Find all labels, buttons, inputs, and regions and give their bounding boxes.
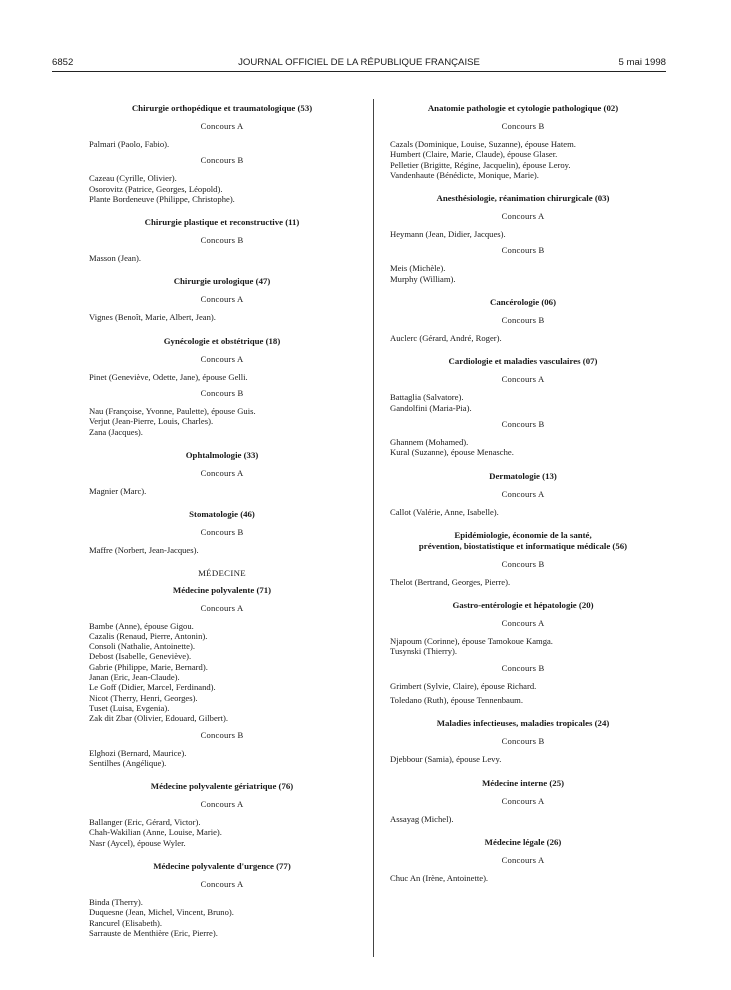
name-list — [390, 577, 656, 587]
list-item: Meis (Michèle). — [390, 263, 446, 274]
list-item: Ballanger (Eric, Gérard, Victor). — [89, 817, 201, 828]
list-item: Nasr (Aycel), épouse Wyler. — [89, 837, 186, 848]
list-item: Cazals (Dominique, Louise, Suzanne), épouse Hatem. — [390, 139, 576, 149]
concours-label: Concours B — [501, 662, 545, 673]
name-list — [89, 173, 355, 204]
list-item: Sarrauste de Menthière (Eric, Pierre). — [89, 927, 218, 938]
concours-label: Concours B — [200, 729, 244, 740]
page-header — [52, 57, 666, 71]
name-list — [390, 139, 656, 180]
section-heading: Médecine légale (26) — [484, 836, 562, 847]
section-heading: Médecine polyvalente (71) — [172, 584, 272, 595]
name-list — [390, 229, 656, 239]
list-item: Ghannem (Mohamed). — [390, 436, 469, 447]
name-list — [390, 507, 656, 517]
concours-label: Concours A — [501, 618, 545, 629]
right-column — [390, 98, 656, 887]
list-item: Pelletier (Brigitte, Régine, Jacquelin), épouse Leroy. — [390, 159, 571, 170]
list-item: Maffre (Norbert, Jean-Jacques). — [89, 545, 199, 556]
name-list — [390, 437, 656, 458]
list-item: Nicot (Therry, Henri, Georges). — [89, 692, 198, 703]
name-list — [390, 814, 656, 824]
list-item: Tusynski (Thierry). — [390, 646, 457, 657]
list-item: Chah-Wakilian (Anne, Louise, Marie). — [89, 827, 222, 838]
concours-label: Concours B — [200, 155, 244, 166]
list-item: Djebbour (Samia), épouse Levy. — [390, 754, 502, 765]
concours-label: Concours A — [200, 294, 244, 305]
list-item: Pinet (Geneviève, Odette, Jane), épouse Gelli. — [89, 371, 248, 382]
name-list — [89, 897, 355, 938]
concours-label: Concours A — [501, 854, 545, 865]
list-item: Sentilhes (Angélique). — [89, 757, 167, 768]
concours-label: Concours A — [200, 121, 244, 131]
list-item: Callot (Valérie, Anne, Isabelle). — [390, 506, 499, 517]
name-list — [89, 253, 355, 263]
part-heading: MÉDECINE — [198, 567, 246, 578]
list-item: Zana (Jacques). — [89, 426, 143, 437]
list-item: Binda (Therry). — [89, 897, 143, 908]
list-item: Murphy (William). — [390, 273, 456, 284]
page-number: 6852 — [52, 57, 74, 68]
name-list — [390, 392, 656, 413]
section-heading: Médecine polyvalente gériatrique (76) — [150, 781, 294, 792]
list-item: Magnier (Marc). — [89, 485, 147, 496]
list-item: Zak dit Zbar (Olivier, Edouard, Gilbert). — [89, 713, 229, 724]
name-list — [89, 372, 355, 382]
name-list — [390, 754, 656, 764]
left-column — [89, 98, 355, 942]
concours-label: Concours A — [200, 799, 244, 810]
concours-label: Concours B — [200, 527, 244, 538]
concours-label: Concours B — [200, 388, 244, 399]
list-item: Chuc An (Irène, Antoinette). — [390, 872, 489, 883]
list-item: Elghozi (Bernard, Maurice). — [89, 747, 187, 758]
section-heading: Cancérologie (06) — [489, 297, 557, 308]
concours-label: Concours A — [200, 353, 244, 364]
section-heading: Anesthésiologie, réanimation chirurgicale (03) — [436, 193, 610, 204]
list-item: Battaglia (Salvatore). — [390, 392, 464, 403]
section-heading-line: prévention, biostatistique et informatique médicale (56) — [418, 540, 628, 551]
section-heading: Cardiologie et maladies vasculaires (07) — [448, 356, 598, 367]
concours-label: Concours B — [501, 736, 545, 747]
name-list — [390, 333, 656, 343]
list-item: Tuset (Luisa, Evgenia). — [89, 702, 170, 713]
section-heading: Chirurgie plastique et reconstructive (11) — [144, 217, 300, 228]
section-heading: Chirurgie urologique (47) — [173, 276, 271, 287]
section-heading: Gastro-entérologie et hépatologie (20) — [452, 600, 594, 611]
list-item: Verjut (Jean-Pierre, Louis, Charles). — [89, 416, 214, 427]
section-heading: Dermatologie (13) — [489, 470, 557, 481]
list-item: Plante Bordeneuve (Philippe, Christophe). — [89, 193, 235, 204]
concours-label: Concours B — [501, 315, 545, 326]
list-item: Bambe (Anne), épouse Gigou. — [89, 620, 194, 631]
list-item: Vignes (Benoît, Marie, Albert, Jean). — [89, 312, 216, 323]
list-item: Gandolfini (Maria-Pia). — [390, 402, 472, 413]
name-list — [89, 545, 355, 555]
list-item: Nau (Françoise, Yvonne, Paulette), épouse Guis. — [89, 406, 256, 417]
list-item: Rancurel (Elisabeth). — [89, 917, 163, 928]
concours-label: Concours B — [501, 121, 545, 131]
concours-label: Concours B — [501, 245, 545, 256]
list-item: Thelot (Bertrand, Georges, Pierre). — [390, 576, 511, 587]
list-item: Duquesne (Jean, Michel, Vincent, Bruno). — [89, 907, 234, 918]
list-item: Kural (Suzanne), épouse Menasche. — [390, 447, 514, 458]
list-item: Grimbert (Sylvie, Claire), épouse Richard. — [390, 680, 537, 691]
name-list — [89, 312, 355, 322]
concours-label: Concours A — [501, 795, 545, 806]
concours-label: Concours A — [501, 374, 545, 385]
section-heading — [390, 530, 656, 552]
list-item: Osorovitz (Patrice, Georges, Léopold). — [89, 183, 223, 194]
journal-title: JOURNAL OFFICIEL DE LA RÉPUBLIQUE FRANÇAISE — [238, 57, 480, 68]
name-list — [89, 406, 355, 437]
name-list — [390, 636, 656, 657]
list-item: Masson (Jean). — [89, 253, 142, 264]
section-heading: Chirurgie orthopédique et traumatologique (53) — [131, 103, 313, 113]
name-list — [89, 139, 355, 149]
section-heading: Médecine interne (25) — [481, 777, 565, 788]
list-item: Njapoum (Corinne), épouse Tamokoue Kamga. — [390, 636, 553, 647]
section-heading: Maladies infectieuses, maladies tropicales (24) — [436, 718, 610, 729]
list-item: Auclerc (Gérard, André, Roger). — [390, 333, 502, 344]
concours-label: Concours A — [200, 467, 244, 478]
list-item: Gabrie (Philippe, Marie, Bernard). — [89, 661, 208, 672]
concours-label: Concours A — [200, 602, 244, 613]
publication-date: 5 mai 1998 — [618, 57, 666, 68]
section-heading: Anatomie pathologie et cytologie pathologique (02) — [427, 103, 619, 113]
name-list — [89, 486, 355, 496]
concours-label: Concours A — [200, 879, 244, 890]
name-list — [390, 873, 656, 883]
name-list — [89, 621, 355, 724]
list-item: Cazalis (Renaud, Pierre, Antonin). — [89, 630, 208, 641]
section-heading: Médecine polyvalente d'urgence (77) — [153, 861, 291, 872]
concours-label: Concours B — [501, 418, 545, 429]
concours-label: Concours B — [200, 235, 244, 246]
list-item: Consoli (Nathalie, Antoinette). — [89, 641, 195, 652]
name-list — [89, 817, 355, 848]
list-item: Vandenhaute (Bénédicte, Monique, Marie). — [390, 169, 539, 180]
section-heading: Ophtalmologie (33) — [185, 449, 259, 460]
list-item: Humbert (Claire, Marie, Claude), épouse Glaser. — [390, 149, 558, 160]
concours-label: Concours A — [501, 211, 545, 222]
list-item: Toledano (Ruth), épouse Tennenbaum. — [390, 695, 524, 706]
list-item: Janan (Eric, Jean-Claude). — [89, 672, 180, 683]
name-list — [390, 695, 656, 705]
list-item: Heymann (Jean, Didier, Jacques). — [390, 229, 506, 240]
list-item: Assayag (Michel). — [390, 813, 454, 824]
name-list — [390, 681, 656, 691]
section-heading: Stomatologie (46) — [189, 509, 255, 520]
name-list — [390, 263, 656, 284]
list-item: Debost (Isabelle, Geneviève). — [89, 651, 192, 662]
header-rule — [52, 71, 666, 72]
list-item: Le Goff (Didier, Marcel, Ferdinand). — [89, 682, 216, 693]
concours-label: Concours A — [501, 488, 545, 499]
section-heading: Gynécologie et obstétrique (18) — [163, 335, 281, 346]
list-item: Cazeau (Cyrille, Olivier). — [89, 173, 177, 184]
column-divider — [373, 99, 374, 957]
concours-label: Concours B — [501, 558, 545, 569]
name-list — [89, 748, 355, 769]
section-heading-line: Epidémiologie, économie de la santé, — [454, 529, 592, 540]
list-item: Palmari (Paolo, Fabio). — [89, 139, 170, 149]
